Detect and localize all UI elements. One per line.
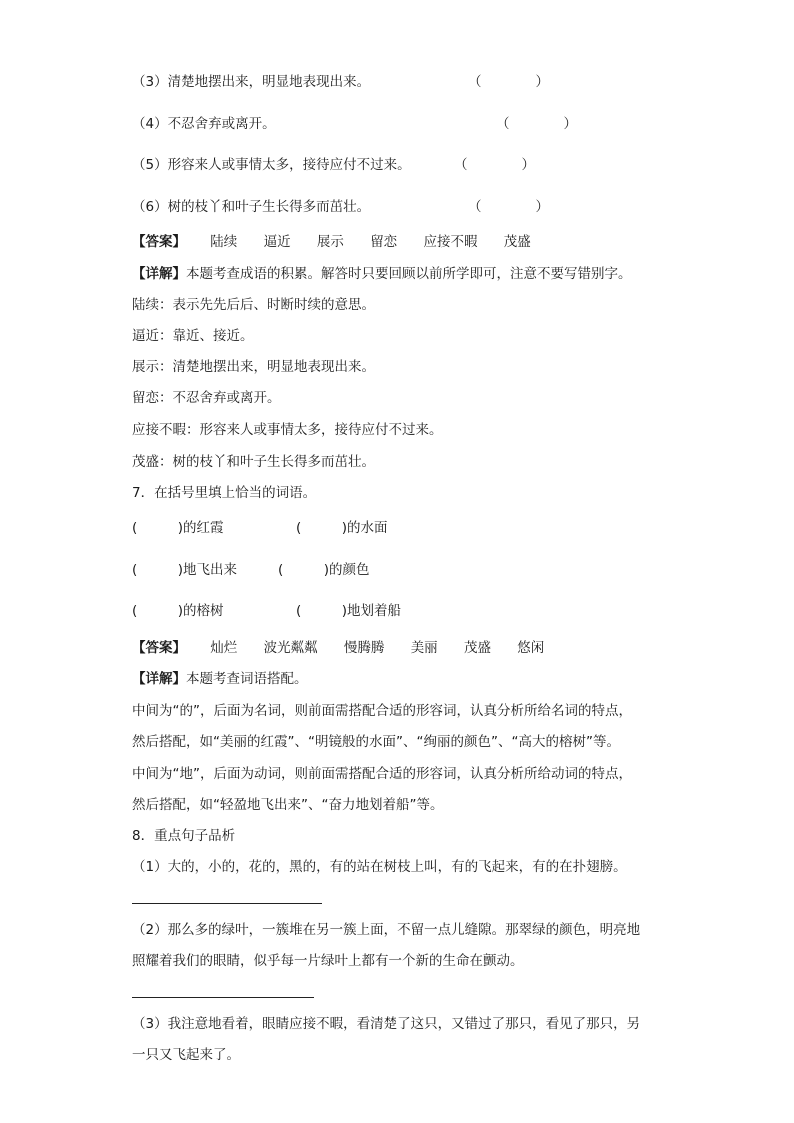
answer-blank: （ ） xyxy=(468,199,549,215)
fill-blank: ( )的红霞 xyxy=(132,520,224,536)
detail-line: 然后搭配，如“轻盈地飞出来”、“奋力地划着船”等。 xyxy=(132,797,444,813)
explanation-line: 逼近：靠近、接近。 xyxy=(132,328,254,344)
sentence-item: 照耀着我们的眼睛，似乎每一片绿叶上都有一个新的生命在颤动。 xyxy=(132,953,524,969)
detail-text: 本题考查词语搭配。 xyxy=(186,671,308,687)
answer-word: 美丽 xyxy=(410,640,438,656)
detail-line: 然后搭配，如“美丽的红霞”、“明镜般的水面”、“绚丽的颜色”、“高大的榕树”等。 xyxy=(132,734,620,750)
detail-row xyxy=(132,669,308,689)
answer-blank: （ ） xyxy=(468,74,549,90)
answer-word: 波光粼粼 xyxy=(263,640,318,656)
definition-item xyxy=(132,155,411,175)
fill-blank: ( )地飞出来 xyxy=(132,562,238,578)
definition-item xyxy=(132,197,370,217)
answer-word: 悠闲 xyxy=(517,640,545,656)
fill-blank: ( )的水面 xyxy=(296,520,388,536)
definition-text: （6）树的枝丫和叶子生长得多而茁壮。 xyxy=(132,199,371,215)
question-title: 8．重点句子品析 xyxy=(132,828,236,844)
answer-row xyxy=(132,638,566,658)
definition-item xyxy=(132,72,370,92)
detail-tag: 【详解】 xyxy=(132,671,186,687)
sentence-item: （2）那么多的绿叶，一簇堆在另一簇上面，不留一点儿缝隙。那翠绿的颜色，明亮地 xyxy=(132,922,641,938)
explanation-line: 茂盛：树的枝丫和叶子生长得多而茁壮。 xyxy=(132,454,375,470)
answer-word: 应接不暇 xyxy=(423,234,478,250)
answer-blank: （ ） xyxy=(496,116,577,132)
definition-item xyxy=(132,114,276,134)
detail-row xyxy=(132,264,632,284)
fill-blank: ( )的颜色 xyxy=(278,562,370,578)
answer-line[interactable] xyxy=(132,997,314,998)
fill-blank: ( )的榕树 xyxy=(132,603,224,619)
answer-row xyxy=(132,232,553,252)
fill-blank: ( )地划着船 xyxy=(296,603,402,619)
answer-word: 茂盛 xyxy=(463,640,491,656)
explanation-line: 应接不暇：形容来人或事情太多，接待应付不过来。 xyxy=(132,422,443,438)
answer-word: 陆续 xyxy=(210,234,238,250)
definition-text: （5）形容来人或事情太多，接待应付不过来。 xyxy=(132,157,411,173)
answer-word: 留恋 xyxy=(370,234,398,250)
answer-line[interactable] xyxy=(132,903,322,904)
detail-text: 本题考查成语的积累。解答时只要回顾以前所学即可，注意不要写错别字。 xyxy=(186,266,632,282)
explanation-line: 留恋：不忍舍弃或离开。 xyxy=(132,390,281,406)
explanation-line: 陆续：表示先先后后、时断时续的意思。 xyxy=(132,297,375,313)
answer-word: 慢腾腾 xyxy=(343,640,385,656)
answer-word: 灿烂 xyxy=(210,640,238,656)
sentence-item: （1）大的，小的，花的，黑的，有的站在树枝上叫，有的飞起来，有的在扑翅膀。 xyxy=(132,859,627,875)
answer-tag: 【答案】 xyxy=(132,640,186,656)
answer-word: 逼近 xyxy=(263,234,291,250)
sentence-item: （3）我注意地看着，眼睛应接不暇，看清楚了这只，又错过了那只，看见了那只，另 xyxy=(132,1016,641,1032)
definition-text: （3）清楚地摆出来，明显地表现出来。 xyxy=(132,74,371,90)
detail-tag: 【详解】 xyxy=(132,266,186,282)
answer-tag: 【答案】 xyxy=(132,234,186,250)
sentence-item: 一只又飞起来了。 xyxy=(132,1047,240,1063)
answer-word: 茂盛 xyxy=(503,234,531,250)
definition-text: （4）不忍舍弃或离开。 xyxy=(132,116,276,132)
explanation-line: 展示：清楚地摆出来，明显地表现出来。 xyxy=(132,359,375,375)
answer-blank: （ ） xyxy=(454,157,535,173)
question-title: 7．在括号里填上恰当的词语。 xyxy=(132,485,317,501)
detail-line: 中间为“的”，后面为名词，则前面需搭配合适的形容词，认真分析所给名词的特点， xyxy=(132,703,632,719)
answer-word: 展示 xyxy=(316,234,344,250)
detail-line: 中间为“地”，后面为动词，则前面需搭配合适的形容词，认真分析所给动词的特点， xyxy=(132,766,632,782)
